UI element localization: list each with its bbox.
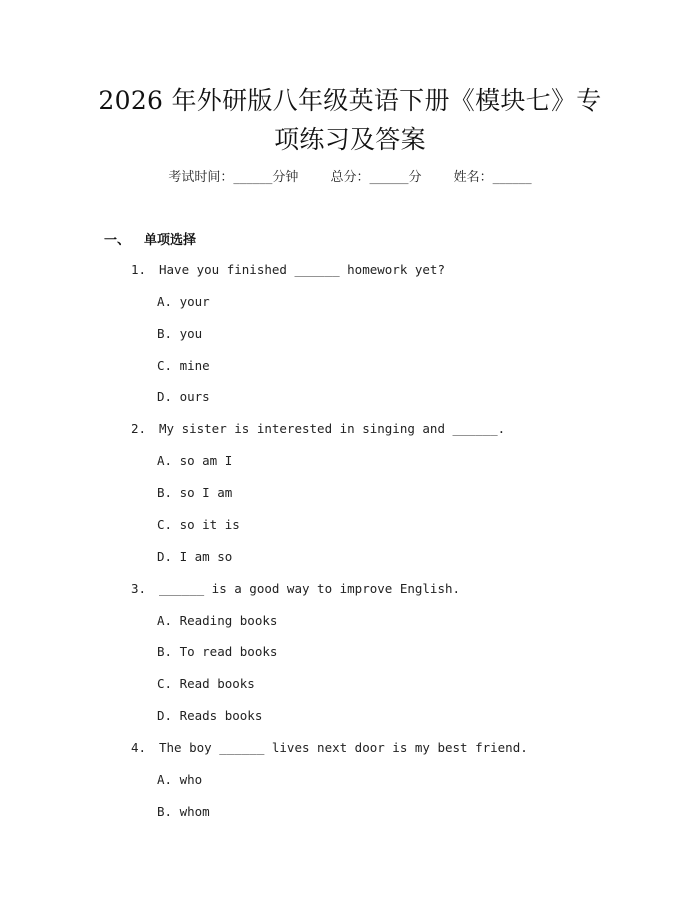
- question-3-option-c: C. Read books: [157, 676, 255, 691]
- question-text: Have you finished ______ homework yet?: [159, 262, 445, 277]
- question-3-option-a: A. Reading books: [157, 613, 278, 628]
- question-1: [131, 261, 445, 279]
- exam-meta: [0, 168, 700, 188]
- question-number: 4.: [131, 740, 147, 755]
- question-4-option-b: B. whom: [157, 804, 210, 819]
- question-number: 2.: [131, 421, 147, 436]
- exam-time: 考试时间：______分钟: [168, 170, 299, 185]
- question-2-option-d: D. I am so: [157, 549, 233, 564]
- question-2-option-c: C. so it is: [157, 517, 240, 532]
- question-2: [131, 420, 505, 438]
- question-4-option-a: A. who: [157, 772, 203, 787]
- question-3-option-b: B. To read books: [157, 644, 278, 659]
- section-label: 单项选择: [144, 233, 197, 248]
- page-title-line-1: 2026 年外研版八年级英语下册《模块七》专: [98, 86, 602, 115]
- section-heading: [104, 229, 196, 248]
- question-text: The boy ______ lives next door is my best friend.: [159, 740, 528, 755]
- question-number: 1.: [131, 262, 147, 277]
- exam-total-score: 总分：______分: [330, 170, 422, 185]
- question-1-option-a: A. your: [157, 294, 210, 309]
- question-4: [131, 739, 528, 757]
- question-1-option-b: B. you: [157, 326, 203, 341]
- question-number: 3.: [131, 581, 147, 596]
- page-title-line-2: 项练习及答案: [274, 125, 426, 154]
- question-3-option-d: D. Reads books: [157, 708, 263, 723]
- student-name: 姓名：______: [453, 170, 532, 185]
- question-text: My sister is interested in singing and ______.: [159, 421, 506, 436]
- question-2-option-b: B. so I am: [157, 485, 233, 500]
- question-1-option-c: C. mine: [157, 358, 210, 373]
- question-text: ______ is a good way to improve English.: [159, 581, 461, 596]
- question-1-option-d: D. ours: [157, 389, 210, 404]
- question-2-option-a: A. so am I: [157, 453, 233, 468]
- section-number: 一、: [104, 233, 131, 248]
- question-3: [131, 580, 460, 598]
